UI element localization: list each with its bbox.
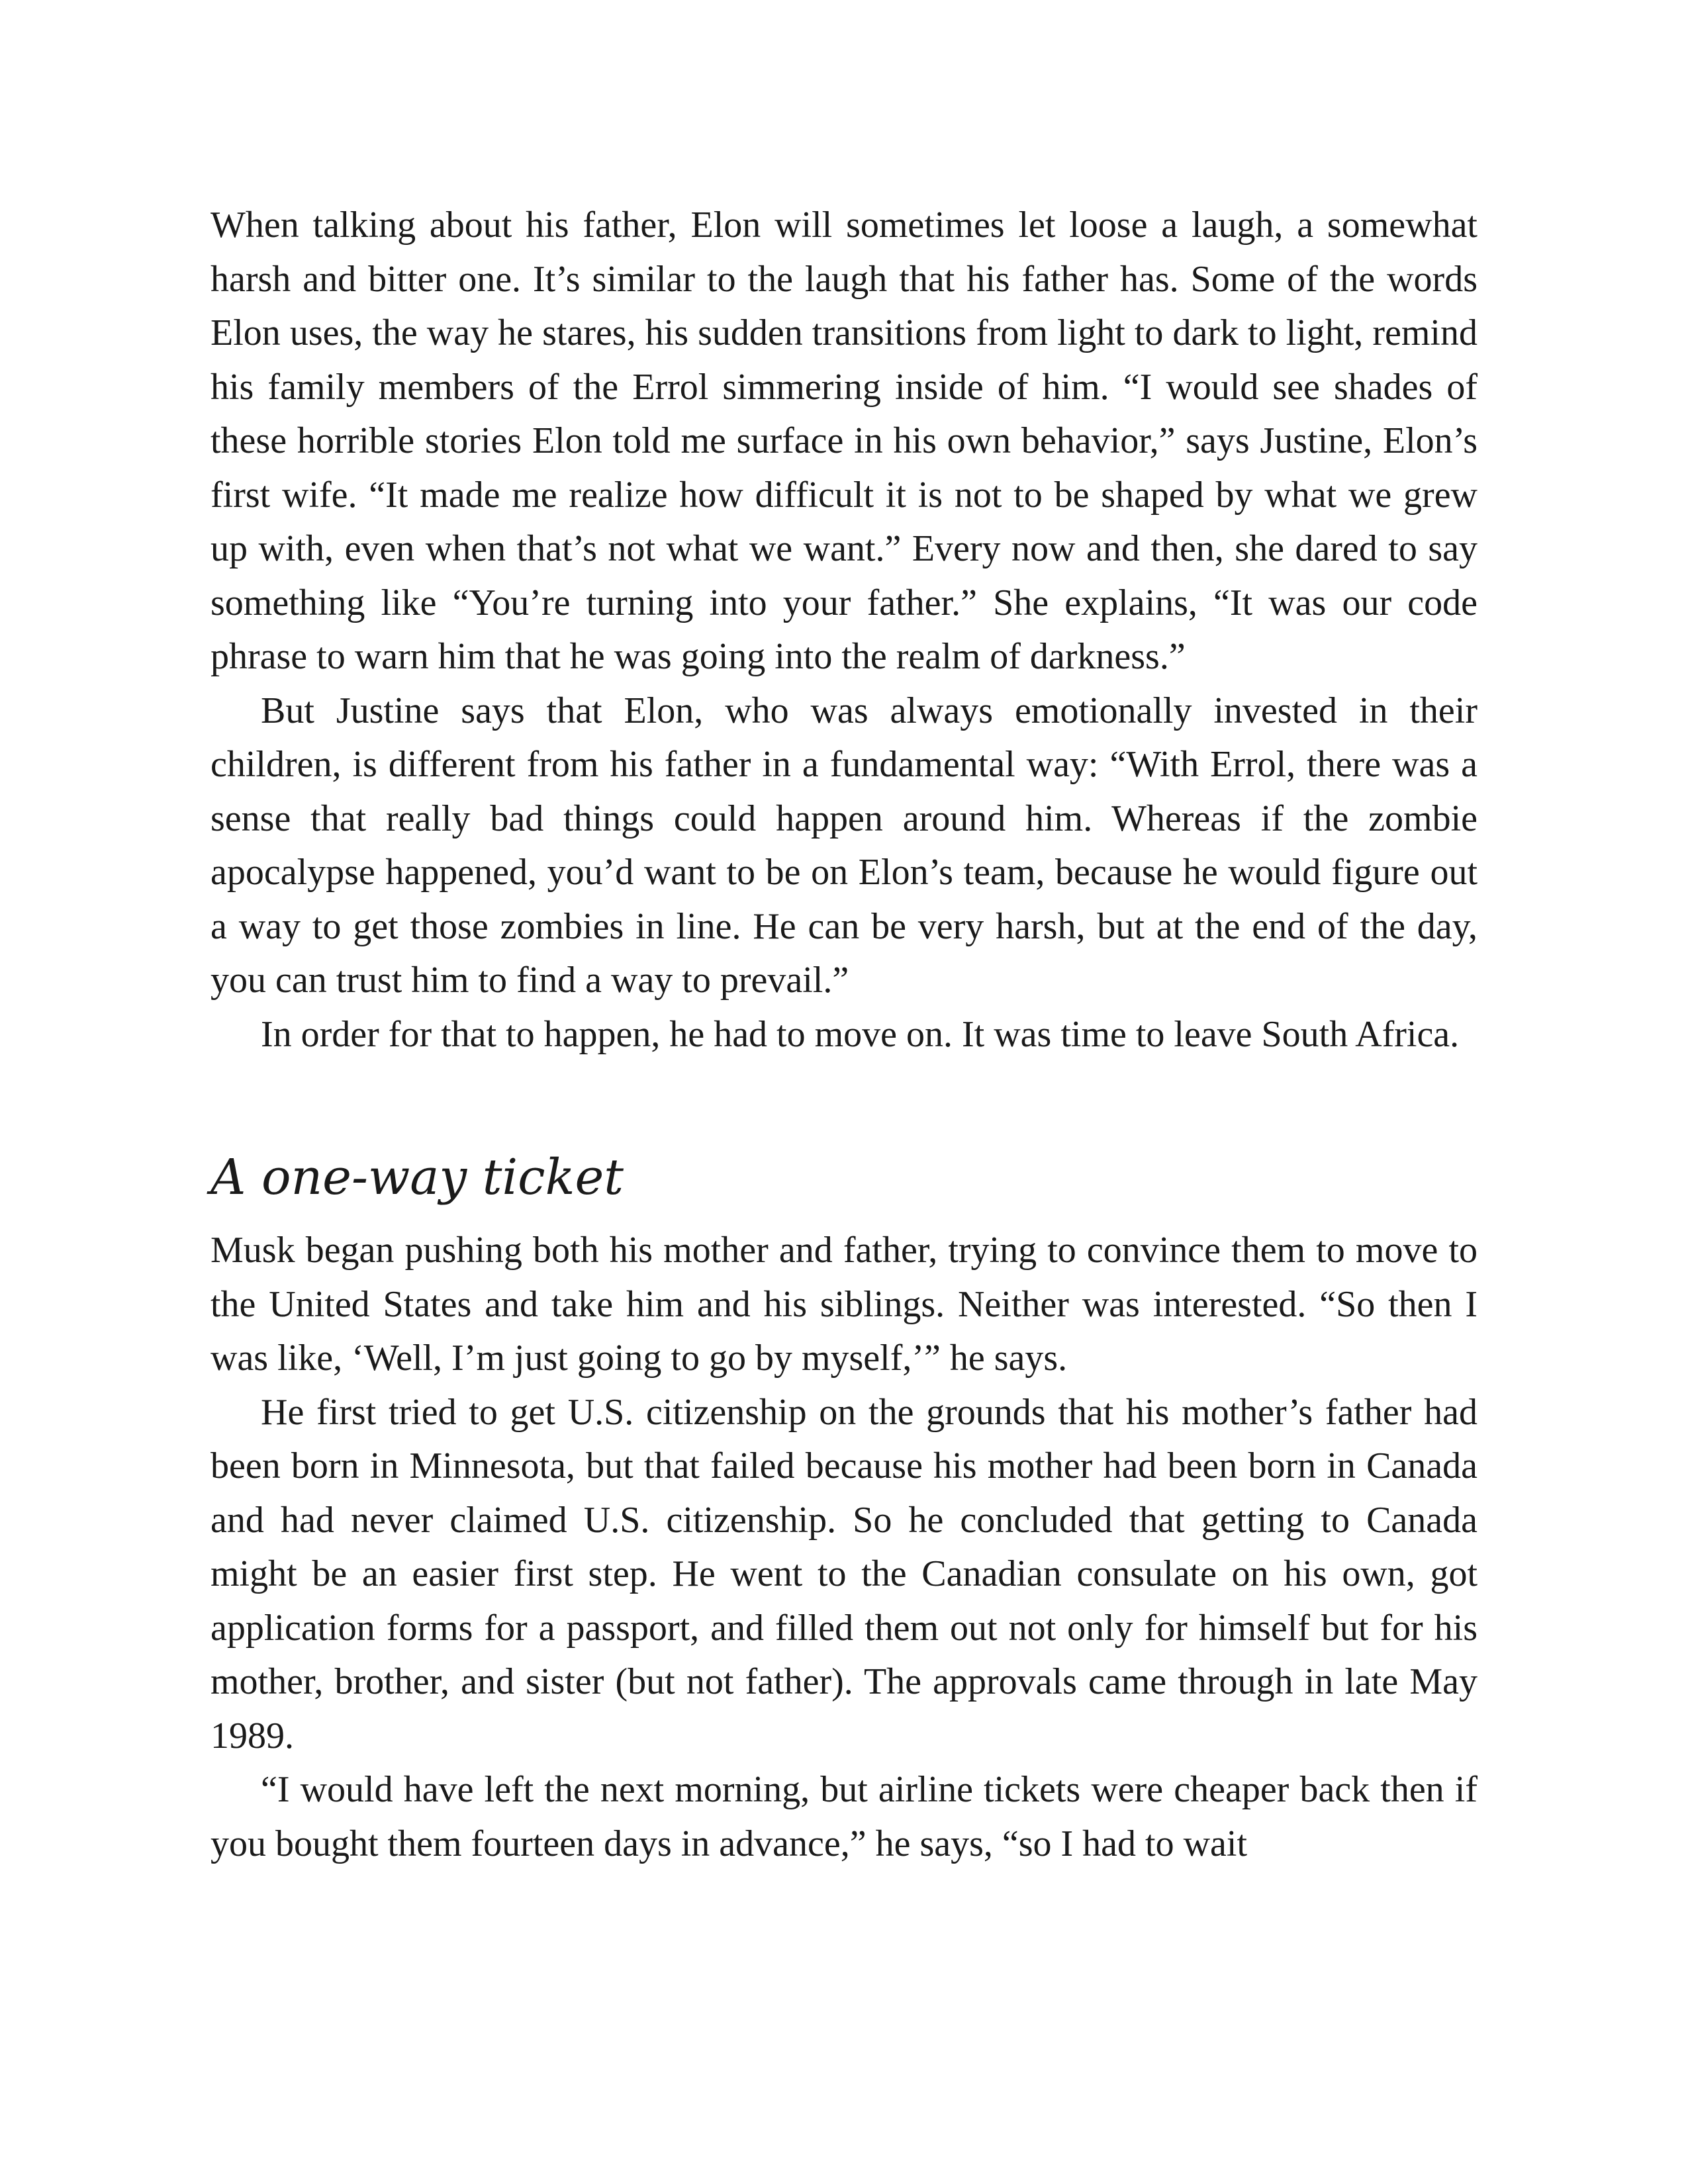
body-paragraph: But Justine says that Elon, who was always emotionally invested in their children, is different from his father in a fundamental way: “With Errol, there was a sense that really bad things could happen around him. Whereas if the zombie apocalypse happened, you’d want to be on Elon’s team, because he would figure out a way to get those zombies in line. He can be very harsh, but at the end of the day, you can trust him to find a way to prevail.” [211, 690, 1477, 1001]
body-paragraph: “I would have left the next morning, but airline tickets were cheaper back then if you bought them fourteen days in advance,” he says, “so I had to wait [211, 1769, 1477, 1864]
book-page [211, 199, 1477, 1871]
body-paragraph: When talking about his father, Elon will sometimes let loose a laugh, a somewhat harsh and bitter one. It’s similar to the laugh that his father has. Some of the words Elon uses, the way he stares, his sudden transitions from light to dark to light, remind his family members of the Errol simmering inside of him. “I would see shades of these horrible stories Elon told me surface in his own behavior,” says Justine, Elon’s first wife. “It made me realize how difficult it is not to be shaped by what we grew up with, even when that’s not what we want.” Every now and then, she dared to say something like “You’re turning into your father.” She explains, “It was our code phrase to warn him that he was going into the realm of darkness.” [211, 205, 1477, 677]
section-heading: A one-way ticket [211, 1149, 624, 1206]
body-paragraph: Musk began pushing both his mother and father, trying to convince them to move to the United States and take him and his siblings. Neither was interested. “So then I was like, ‘Well, I’m just going to go by myself,’” he says. [211, 1230, 1477, 1379]
body-paragraph: In order for that to happen, he had to move on. It was time to leave South Africa. [261, 1013, 1460, 1055]
section-father-comparison [211, 199, 1477, 1062]
section-one-way-ticket [211, 1224, 1477, 1871]
body-paragraph: He first tried to get U.S. citizenship on the grounds that his mother’s father had been born in Minnesota, but that failed because his mother had been born in Canada and had never claimed U.S. citizenship. So he concluded that getting to Canada might be an easier first step. He went to the Canadian consulate on his own, got application forms for a passport, and filled them out not only for himself but for his mother, brother, and sister (but not father). The approvals came through in late May 1989. [211, 1391, 1477, 1756]
